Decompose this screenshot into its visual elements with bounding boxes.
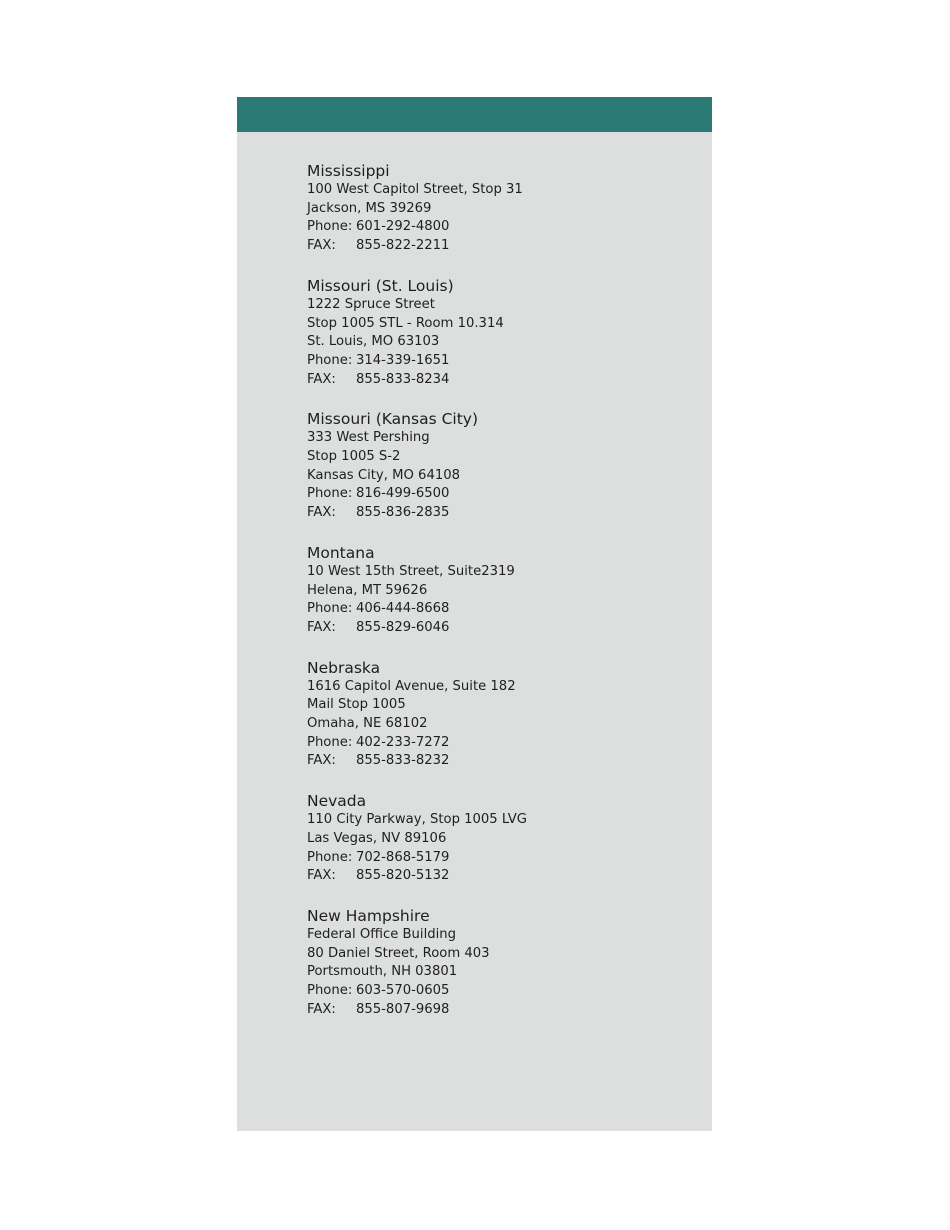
address-line: 1616 Capitol Avenue, Suite 182	[307, 678, 516, 694]
phone-number: 816-499-6500	[356, 486, 450, 502]
address-line: Stop 1005 STL - Room 10.314	[307, 315, 504, 331]
phone-label: Phone:	[307, 486, 353, 502]
address-line: St. Louis, MO 63103	[307, 334, 440, 350]
phone-label: Phone:	[307, 219, 353, 235]
office-name: Missouri (St. Louis)	[307, 276, 454, 295]
fax-line	[307, 237, 702, 256]
office-list	[307, 161, 702, 1040]
phone-label: Phone:	[307, 734, 353, 750]
fax-number: 855-836-2835	[356, 505, 450, 521]
phone-line	[307, 849, 702, 868]
office-name: Nebraska	[307, 658, 381, 677]
fax-number: 855-833-8234	[356, 371, 450, 387]
fax-number: 855-833-8232	[356, 753, 450, 769]
office-name: Mississippi	[307, 162, 390, 180]
address-line: Federal Office Building	[307, 926, 457, 942]
fax-line	[307, 371, 702, 390]
fax-label: FAX:	[307, 371, 336, 387]
phone-line	[307, 600, 702, 619]
fax-number: 855-829-6046	[356, 619, 450, 635]
address-line: Las Vegas, NV 89106	[307, 830, 447, 846]
office-name: Nevada	[307, 792, 367, 811]
phone-number: 402-233-7272	[356, 734, 450, 750]
phone-line	[307, 982, 702, 1001]
fax-line	[307, 504, 702, 523]
directory-panel	[237, 97, 712, 1131]
phone-number: 601-292-4800	[356, 219, 450, 235]
office-entry	[307, 409, 702, 523]
office-entry	[307, 543, 702, 638]
address-line: Helena, MT 59626	[307, 582, 428, 598]
phone-label: Phone:	[307, 849, 353, 865]
fax-line	[307, 619, 702, 638]
phone-line	[307, 352, 702, 371]
address-line: Jackson, MS 39269	[307, 200, 432, 216]
address-line: Stop 1005 S-2	[307, 449, 401, 465]
panel-header-bar	[237, 97, 712, 132]
address-line: Kansas City, MO 64108	[307, 467, 461, 483]
phone-line	[307, 485, 702, 504]
phone-number: 406-444-8668	[356, 601, 450, 617]
address-line: 333 West Pershing	[307, 430, 430, 446]
fax-label: FAX:	[307, 868, 336, 884]
phone-label: Phone:	[307, 352, 353, 368]
fax-line	[307, 752, 702, 771]
office-name: Missouri (Kansas City)	[307, 410, 479, 429]
address-line: 110 City Parkway, Stop 1005 LVG	[307, 812, 528, 828]
address-line: Portsmouth, NH 03801	[307, 964, 458, 980]
office-entry	[307, 276, 702, 390]
address-line: Omaha, NE 68102	[307, 716, 428, 732]
phone-label: Phone:	[307, 983, 353, 999]
phone-line	[307, 218, 702, 237]
fax-number: 855-820-5132	[356, 868, 450, 884]
phone-label: Phone:	[307, 601, 353, 617]
office-entry	[307, 791, 702, 886]
office-name: New Hampshire	[307, 906, 430, 925]
phone-line	[307, 734, 702, 753]
phone-number: 603-570-0605	[356, 983, 450, 999]
address-line: 10 West 15th Street, Suite2319	[307, 563, 515, 579]
fax-label: FAX:	[307, 1001, 336, 1017]
phone-number: 314-339-1651	[356, 352, 450, 368]
address-line: 1222 Spruce Street	[307, 296, 435, 312]
address-line: Mail Stop 1005	[307, 697, 406, 713]
office-entry	[307, 658, 702, 772]
address-line: 80 Daniel Street, Room 403	[307, 945, 490, 961]
phone-number: 702-868-5179	[356, 849, 450, 865]
office-entry	[307, 906, 702, 1020]
office-name: Montana	[307, 543, 375, 562]
fax-line	[307, 867, 702, 886]
fax-label: FAX:	[307, 619, 336, 635]
fax-number: 855-807-9698	[356, 1001, 450, 1017]
fax-label: FAX:	[307, 753, 336, 769]
fax-label: FAX:	[307, 238, 336, 254]
fax-label: FAX:	[307, 505, 336, 521]
fax-number: 855-822-2211	[356, 238, 450, 254]
fax-line	[307, 1001, 702, 1020]
address-line: 100 West Capitol Street, Stop 31	[307, 182, 523, 197]
office-entry	[307, 161, 702, 256]
